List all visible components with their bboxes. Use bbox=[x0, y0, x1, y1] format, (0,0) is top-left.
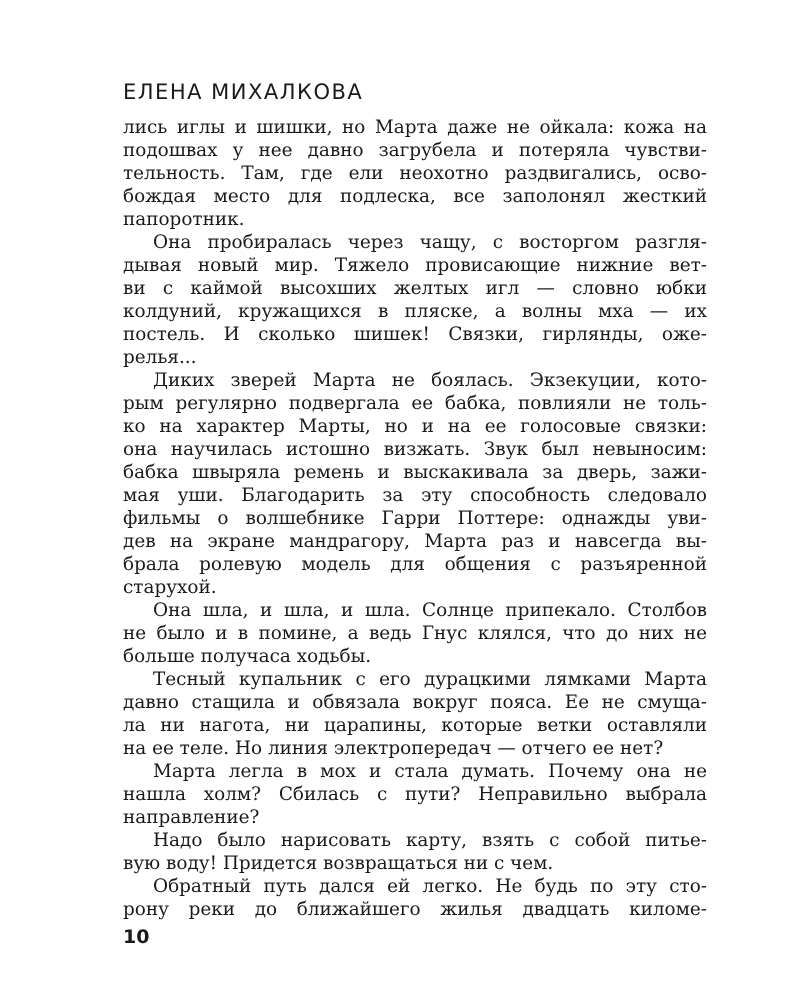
text-line: тельность. Там, где ели неохотно раздвигались, осво- bbox=[123, 163, 707, 184]
text-line: дев на экране мандрагору, Марта раз и навсегда вы- bbox=[123, 531, 707, 552]
text-line: давно стащила и обвязала вокруг пояса. Ее не смуща- bbox=[123, 692, 707, 713]
text-line: фильмы о волшебнике Гарри Поттере: однажды уви- bbox=[123, 508, 707, 529]
running-head: ЕЛЕНА МИХАЛКОВА bbox=[123, 80, 364, 104]
text-line: вую воду! Придется возвращаться ни с чем. bbox=[123, 853, 554, 874]
text-line: дывая новый мир. Тяжело провисающие нижние вет- bbox=[123, 255, 707, 276]
text-line: Марта легла в мох и стала думать. Почему она не bbox=[153, 761, 707, 782]
text-line: не было и в помине, а ведь Гнус клялся, что до них не bbox=[123, 623, 707, 644]
text-line: рону реки до ближайшего жилья двадцать киломе- bbox=[123, 899, 707, 920]
text-line: Она шла, и шла, и шла. Солнце припекало. Столбов bbox=[153, 600, 707, 621]
text-line: брала ролевую модель для общения с разъяренной bbox=[123, 554, 707, 575]
text-line: она научилась истошно визжать. Звук был невыносим: bbox=[123, 439, 707, 460]
text-line: релья... bbox=[123, 347, 197, 368]
text-line: ко на характер Марты, но и на ее голосовые связки: bbox=[123, 416, 707, 437]
text-line: подошвах у нее давно загрубела и потеряла чувстви- bbox=[123, 140, 707, 161]
text-line: ла ни нагота, ни царапины, которые ветки оставляли bbox=[123, 715, 707, 736]
text-line: бабка швыряла ремень и выскакивала за дверь, зажи- bbox=[123, 462, 707, 483]
text-line: направление? bbox=[123, 807, 260, 828]
page-number: 10 bbox=[123, 926, 150, 948]
text-line: папоротник. bbox=[123, 209, 245, 230]
text-line: Она пробиралась через чащу, с восторгом разгля- bbox=[153, 232, 707, 253]
text-line: Надо было нарисовать карту, взять с собой питье- bbox=[153, 830, 707, 851]
text-line: ви с каймой высохших желтых игл — словно юбки bbox=[123, 278, 707, 299]
text-line: Диких зверей Марта не боялась. Экзекуции, кото- bbox=[153, 370, 707, 391]
text-line: бождая место для подлеска, все заполонял жесткий bbox=[123, 186, 707, 207]
text-line: нашла холм? Сбилась с пути? Неправильно выбрала bbox=[123, 784, 707, 805]
text-line: постель. И сколько шишек! Связки, гирлянды, оже- bbox=[123, 324, 707, 345]
text-line: Обратный путь дался ей легко. Не будь по эту сто- bbox=[153, 876, 707, 897]
text-line: рым регулярно подвергала ее бабка, повлияли не толь- bbox=[123, 393, 707, 414]
text-line: мая уши. Благодарить за эту способность следовало bbox=[123, 485, 707, 506]
text-line: старухой. bbox=[123, 577, 217, 598]
text-line: на ее теле. Но линия электропередач — отчего ее нет? bbox=[123, 738, 664, 759]
text-line: колдуний, кружащихся в пляске, а волны мха — их bbox=[123, 301, 707, 322]
text-line: больше получаса ходьбы. bbox=[123, 646, 372, 667]
text-line: лись иглы и шишки, но Марта даже не ойкала: кожа на bbox=[123, 117, 707, 138]
text-line: Тесный купальник с его дурацкими лямками Марта bbox=[153, 669, 707, 690]
